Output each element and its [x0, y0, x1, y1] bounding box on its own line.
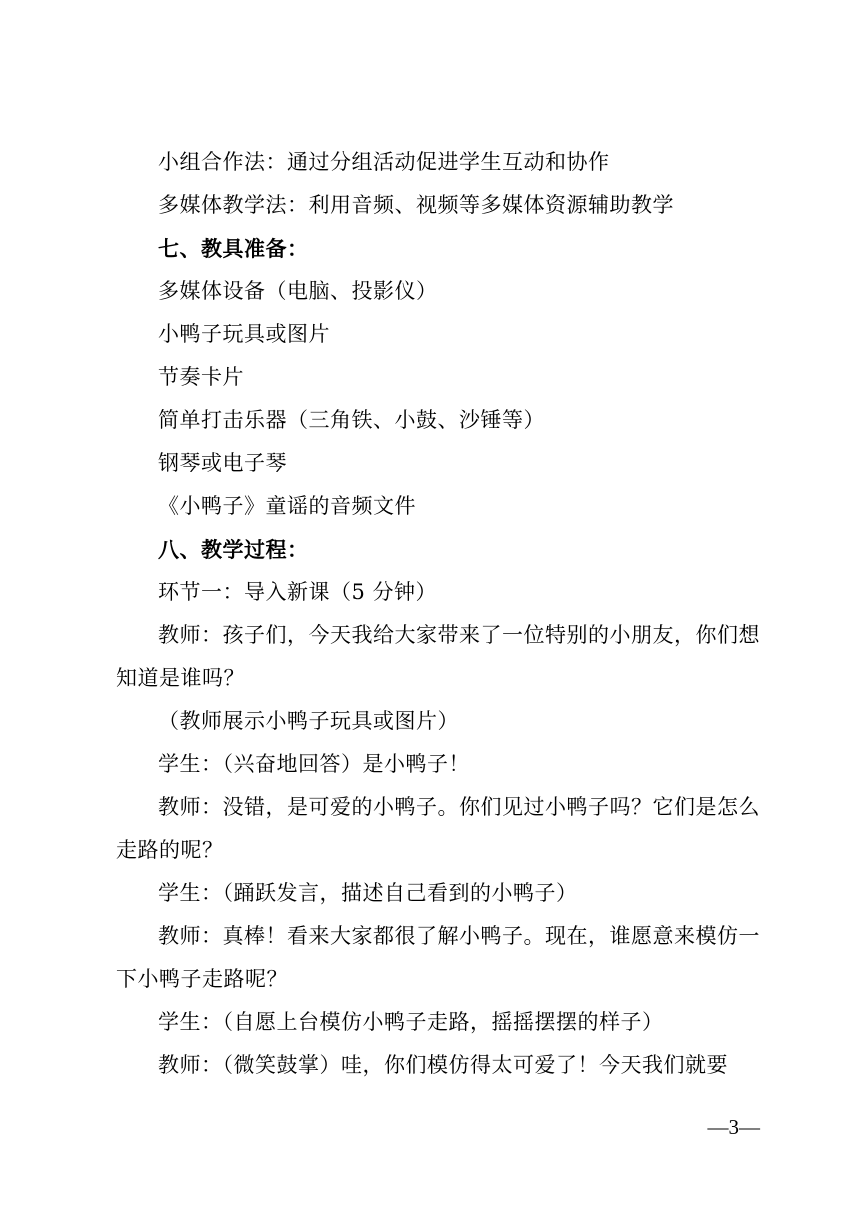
paragraph: 教师：孩子们，今天我给大家带来了一位特别的小朋友，你们想知道是谁吗？	[116, 623, 760, 690]
paragraph: 小组合作法：通过分组活动促进学生互动和协作	[158, 150, 610, 174]
paragraph: 教师：真棒！看来大家都很了解小鸭子。现在，谁愿意来模仿一下小鸭子走路呢？	[116, 924, 760, 991]
paragraph: （教师展示小鸭子玩具或图片）	[158, 709, 459, 733]
page-number: —3—	[707, 1115, 760, 1139]
paragraph: 节奏卡片	[158, 365, 244, 389]
section-heading: 八、教学过程：	[158, 537, 309, 562]
paragraph: 学生：（踊跃发言，描述自己看到的小鸭子）	[158, 881, 578, 905]
paragraph: 教师：没错，是可爱的小鸭子。你们见过小鸭子吗？它们是怎么走路的呢？	[116, 795, 760, 862]
paragraph: 教师：（微笑鼓掌）哇，你们模仿得太可爱了！今天我们就要	[158, 1053, 728, 1077]
paragraph: 简单打击乐器（三角铁、小鼓、沙锤等）	[158, 408, 545, 432]
paragraph: 多媒体教学法：利用音频、视频等多媒体资源辅助教学	[158, 193, 674, 217]
paragraph: 小鸭子玩具或图片	[158, 322, 330, 346]
paragraph: 多媒体设备（电脑、投影仪）	[158, 279, 438, 303]
paragraph: 环节一：导入新课（5 分钟）	[158, 580, 438, 604]
paragraph: 学生：（自愿上台模仿小鸭子走路，摇摇摆摆的样子）	[158, 1010, 664, 1034]
section-heading: 七、教具准备：	[158, 236, 309, 261]
paragraph: 钢琴或电子琴	[158, 451, 287, 475]
paragraph: 《小鸭子》童谣的音频文件	[158, 494, 416, 518]
paragraph: 学生：（兴奋地回答）是小鸭子！	[158, 752, 470, 776]
document-body	[116, 141, 760, 1087]
